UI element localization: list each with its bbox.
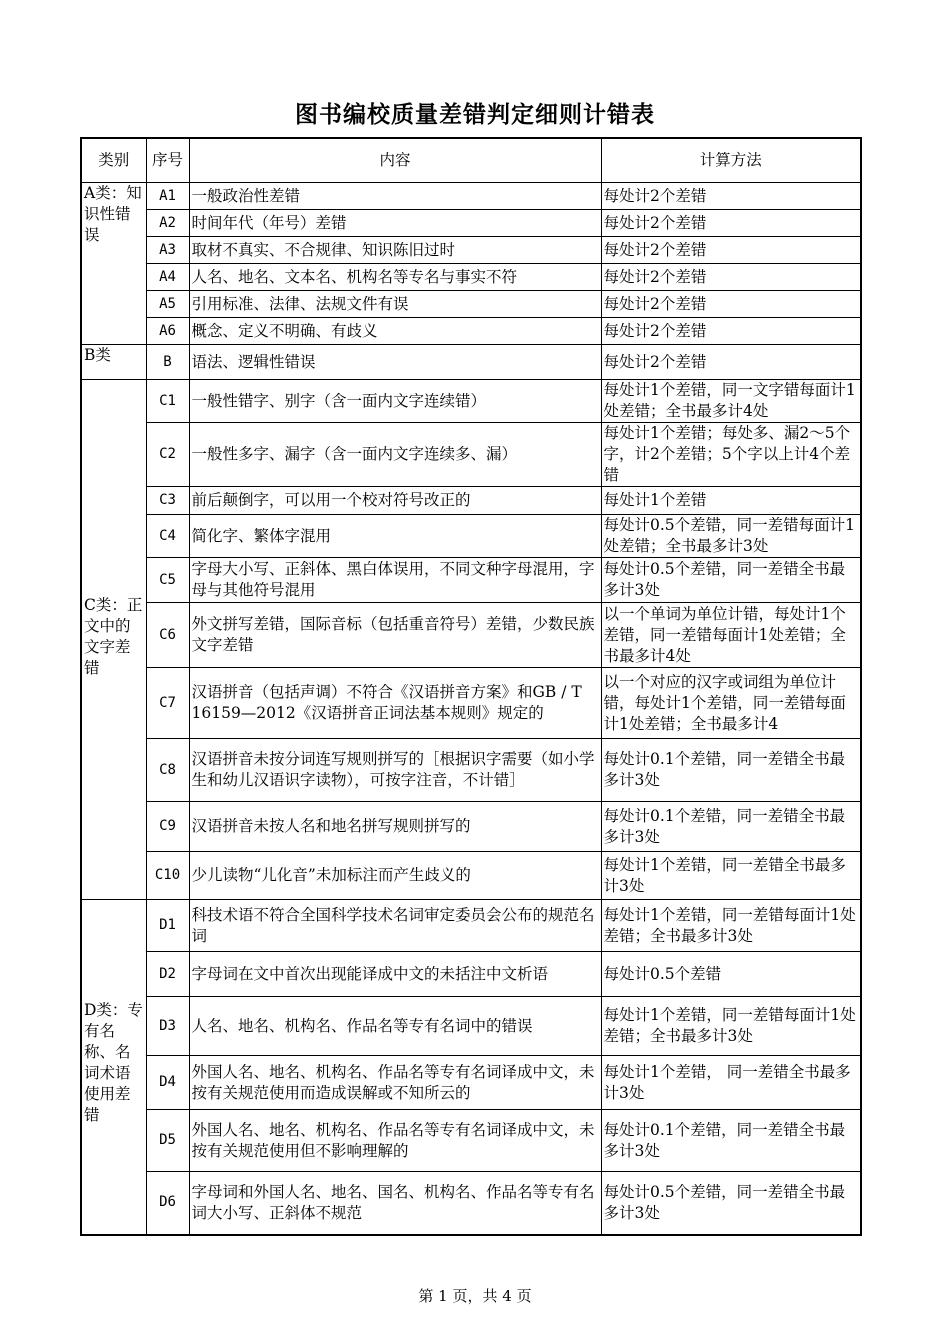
row-content: 字母词在文中首次出现能译成中文的未括注中文析语: [189, 952, 601, 997]
row-method: 每处计1个差错， 同一差错全书最多计3处: [601, 1056, 861, 1110]
row-method: 每处计2个差错: [601, 183, 861, 210]
row-method: 每处计0.1个差错，同一差错全书最多计3处: [601, 802, 861, 852]
row-number: D2: [146, 952, 189, 997]
table-row: [81, 380, 861, 423]
row-number: C1: [146, 380, 189, 423]
row-number: A2: [146, 210, 189, 237]
row-method: 每处计2个差错: [601, 318, 861, 345]
row-method: 每处计1个差错，同一文字错每面计1处差错；全书最多计4处: [601, 380, 861, 423]
row-method: 每处计0.5个差错，同一差错全书最多计3处: [601, 558, 861, 603]
row-content: 人名、地名、机构名、作品名等专有名词中的错误: [189, 997, 601, 1056]
row-number: D5: [146, 1110, 189, 1172]
table-row: [81, 603, 861, 668]
table-row: [81, 423, 861, 487]
category-a: A类：知识性错误: [81, 183, 146, 345]
row-method: 每处计2个差错: [601, 345, 861, 380]
row-content: 一般性错字、别字（含一面内文字连续错）: [189, 380, 601, 423]
page-footer: 第 1 页，共 4 页: [418, 1287, 532, 1305]
category-b: B类: [81, 345, 146, 380]
row-number: C3: [146, 487, 189, 515]
row-number: A5: [146, 291, 189, 318]
row-method: 每处计0.5个差错，同一差错全书最多计3处: [601, 1172, 861, 1235]
row-method: 每处计0.5个差错，同一差错每面计1处差错；全书最多计3处: [601, 515, 861, 558]
row-number: D4: [146, 1056, 189, 1110]
row-number: C8: [146, 739, 189, 802]
row-content: 外国人名、地名、机构名、作品名等专有名词译成中文，未按有关规范使用而造成误解或不知所云的: [189, 1056, 601, 1110]
header-method: 计算方法: [601, 138, 861, 183]
table-row: [81, 183, 861, 210]
row-content: 字母词和外国人名、地名、国名、机构名、作品名等专有名词大小写、正斜体不规范: [189, 1172, 601, 1235]
row-method: 每处计1个差错，同一差错每面计1处差错；全书最多计3处: [601, 997, 861, 1056]
table-row: [81, 900, 861, 952]
row-number: A4: [146, 264, 189, 291]
table-row: [81, 1172, 861, 1235]
row-content: 时间年代（年号）差错: [189, 210, 601, 237]
table-row: [81, 237, 861, 264]
row-content: 概念、定义不明确、有歧义: [189, 318, 601, 345]
page-title: 图书编校质量差错判定细则计错表: [295, 102, 655, 128]
row-method: 每处计0.5个差错: [601, 952, 861, 997]
row-method: 每处计1个差错，同一差错每面计1处差错；全书最多计3处: [601, 900, 861, 952]
header-content: 内容: [189, 138, 601, 183]
row-content: 一般性多字、漏字（含一面内文字连续多、漏）: [189, 423, 601, 487]
header-number: 序号: [146, 138, 189, 183]
row-number: C4: [146, 515, 189, 558]
row-number: C5: [146, 558, 189, 603]
table-row: [81, 802, 861, 852]
row-content: 外国人名、地名、机构名、作品名等专有名词译成中文，未按有关规范使用但不影响理解的: [189, 1110, 601, 1172]
header-row: [81, 138, 861, 183]
table-row: [81, 952, 861, 997]
row-content: 一般政治性差错: [189, 183, 601, 210]
row-method: 每处计0.1个差错，同一差错全书最多计3处: [601, 1110, 861, 1172]
row-number: D6: [146, 1172, 189, 1235]
row-method: 每处计2个差错: [601, 210, 861, 237]
table-row: [81, 291, 861, 318]
table-row: [81, 318, 861, 345]
row-content: 字母大小写、正斜体、黑白体误用，不同文种字母混用，字母与其他符号混用: [189, 558, 601, 603]
row-content: 少儿读物“儿化音”未加标注而产生歧义的: [189, 852, 601, 900]
row-content: 引用标准、法律、法规文件有误: [189, 291, 601, 318]
row-content: 汉语拼音（包括声调）不符合《汉语拼音方案》和GB / T 16159—2012《汉语拼音正词法基本规则》规定的: [189, 668, 601, 739]
table-row: [81, 264, 861, 291]
row-content: 外文拼写差错，国际音标（包括重音符号）差错，少数民族文字差错: [189, 603, 601, 668]
row-method: 每处计1个差错，同一差错全书最多计3处: [601, 852, 861, 900]
row-method: 以一个对应的汉字或词组为单位计错，每处计1个差错，同一差错每面计1处差错；全书最多计4: [601, 668, 861, 739]
row-method: 每处计2个差错: [601, 291, 861, 318]
table-row: [81, 739, 861, 802]
row-method: 每处计0.1个差错，同一差错全书最多计3处: [601, 739, 861, 802]
table-row: [81, 1056, 861, 1110]
table-row: [81, 210, 861, 237]
row-method: 以一个单词为单位计错，每处计1个差错，同一差错每面计1处差错；全书最多计4处: [601, 603, 861, 668]
error-table: [80, 137, 862, 1236]
row-number: C2: [146, 423, 189, 487]
table-row: [81, 852, 861, 900]
table-row: [81, 487, 861, 515]
row-content: 前后颠倒字，可以用一个校对符号改正的: [189, 487, 601, 515]
table-row: [81, 345, 861, 380]
row-number: A6: [146, 318, 189, 345]
table-row: [81, 515, 861, 558]
category-c: C类：正文中的文字差错: [81, 380, 146, 900]
row-content: 科技术语不符合全国科学技术名词审定委员会公布的规范名词: [189, 900, 601, 952]
row-content: 取材不真实、不合规律、知识陈旧过时: [189, 237, 601, 264]
row-number: D1: [146, 900, 189, 952]
row-method: 每处计1个差错: [601, 487, 861, 515]
row-number: A1: [146, 183, 189, 210]
row-number: B: [146, 345, 189, 380]
row-content: 汉语拼音未按分词连写规则拼写的［根据识字需要（如小学生和幼儿汉语识字读物），可按字注音，不计错］: [189, 739, 601, 802]
table-row: [81, 668, 861, 739]
table-row: [81, 1110, 861, 1172]
row-number: C6: [146, 603, 189, 668]
row-method: 每处计2个差错: [601, 264, 861, 291]
row-content: 语法、逻辑性错误: [189, 345, 601, 380]
table-row: [81, 997, 861, 1056]
row-content: 简化字、繁体字混用: [189, 515, 601, 558]
table-row: [81, 558, 861, 603]
row-number: C7: [146, 668, 189, 739]
header-category: 类别: [81, 138, 146, 183]
row-content: 人名、地名、文本名、机构名等专名与事实不符: [189, 264, 601, 291]
category-d: D类：专有名称、名词术语使用差错: [81, 900, 146, 1235]
row-method: 每处计2个差错: [601, 237, 861, 264]
row-method: 每处计1个差错；每处多、漏2～5个字，计2个差错；5个字以上计4个差错: [601, 423, 861, 487]
row-number: A3: [146, 237, 189, 264]
row-content: 汉语拼音未按人名和地名拼写规则拼写的: [189, 802, 601, 852]
row-number: D3: [146, 997, 189, 1056]
row-number: C9: [146, 802, 189, 852]
row-number: C10: [146, 852, 189, 900]
